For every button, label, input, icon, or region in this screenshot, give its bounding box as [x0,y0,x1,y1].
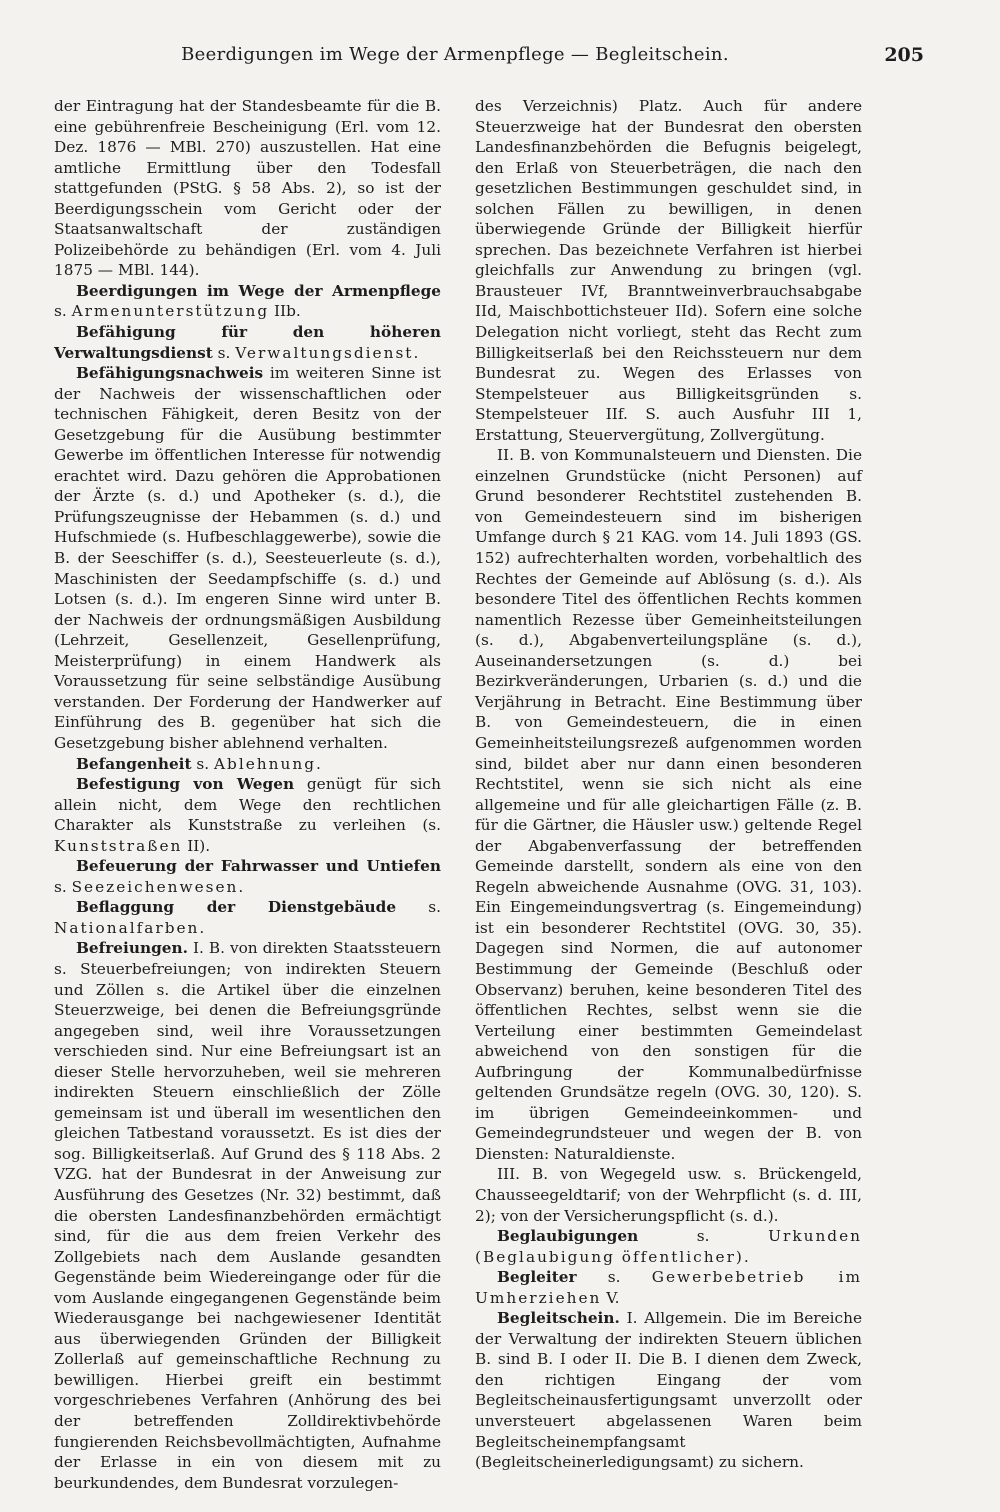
cross-reference: Gewerbebetrieb im Umherziehen [475,1268,862,1307]
continued-paragraph: der Eintragung hat der Standesbeamte für die B. eine gebührenfreie Bescheinigung (Erl. vom 12. Dez. 1876 — MBl. 270) auszustellen. Hat eine amtliche Ermittlung über den Todesfall stattgefunden (PStG. § 58 Abs. 2), so ist der Beerdigungsschein vom Gericht oder der Staatsanwaltschaft der zuständigen Polizeibehörde zu behändigen (Erl. vom 4. Juli 1875 — MBl. 144). [54,97,441,280]
entry-text: I. Allgemein. Die im Bereiche der Verwaltung der indirekten Steuern üblichen B. sind B. I oder II. Die B. I dienen dem Zweck, den richtigen Eingang der vom Begleitscheinausfertigungsamt unverzollt oder unversteuert abgelassenen Waren beim Begleitscheinempfangsamt (Begleitscheinerledigungsamt) zu sichern. [475,1309,862,1472]
entry-befreiungen [54,938,441,1493]
entry-befestigung [54,774,441,856]
continued-paragraph: des Verzeichnis) Platz. Auch für andere Steuerzweige hat der Bundesrat den obersten Landesfinanzbehörden die Befugnis beigelegt, den Erlaß von Steuerbeträgen, die nach den gesetzlichen Bestimmungen geschuldet sind, in solchen Fällen zu bewilligen, in denen überwiegende Gründe der Billigkeit hierfür sprechen. Das bezeichnete Verfahren ist hierbei gleichfalls zur Anwendung zu bringen (vgl. Brausteuer IVf, Branntweinverbrauchsabgabe IId, Maischbottichsteuer IId). Sofern eine solche Delegation nicht vorliegt, steht das Recht zum Billigkeitserlaß bei den Reichssteuern nur dem Bundesrat zu. Wegen des Erlasses von Stempelsteuer aus Billigkeitsgründen s. Stempelsteuer IIf. S. auch Ausfuhr III 1, Erstattung, Steuervergütung, Zollvergütung. [475,97,862,444]
entry-tail: II). [182,836,211,855]
entry-headword: Befähigungsnachweis [76,364,264,383]
left-column [54,96,441,1493]
entry-text: s. [212,343,236,362]
cross-reference: Armenunterstützung [71,302,270,321]
entry-headword: Befestigung von Wegen [76,775,295,794]
entry-tail: . [743,1247,749,1266]
entry-tail: . [413,343,419,362]
entry-befaehigungsnachweis [54,363,441,753]
section-kommunalsteuern: II. B. von Kommunalsteuern und Diensten. Die einzelnen Grundstücke (nicht Personen) auf Grund besonderer Rechtstitel zustehenden B. von Gemeindesteuern sind im bisherigen Umfange durch § 21 KAG. vom 14. Juli 1893 (GS. 152) aufrechterhalten worden, vorbehaltlich des Rechtes der Gemeinde auf Ablösung (s. d.). Als besondere Titel des öffentlichen Rechts kommen namentlich Rezesse über Gemeinheitsteilungen (s. d.), Abgabenverteilungspläne (s. d.), Auseinandersetzungen (s. d.) bei Bezirkveränderungen, Urbarien (s. d.) und die Verjährung in Betracht. Eine Bestimmung über B. von Gemeindesteuern, die in einen Gemeinheitsteilungsrezeß aufgenommen worden sind, bildet aber nur dann einen besonderen Rechtstitel, wenn sie sich nicht als eine allgemeine und für alle gleichartigen Fälle (z. B. für die Gärtner, die Häusler usw.) geltende Regel der Abgabenverfassung der betreffenden Gemeinde darstellt, sondern als eine von den Regeln abweichende Ausnahme (OVG. 31, 103). Ein Eingemeindungsvertrag (s. Eingemeindung) ist ein besonderer Rechtstitel (OVG. 30, 35). Dagegen sind Normen, die auf autonomer Bestimmung der Gemeinde (Beschluß oder Observanz) beruhen, keine besonderen Titel des öffentlichen Rechtes, selbst wenn sie die Verteilung einer bestimmten Gemeindelast abweichend von den sonstigen für die Aufbringung der Kommunalbedürfnisse geltenden Grundsätze regeln (OVG. 30, 120). S. im übrigen Gemeindeeinkommen- und Gemeindegrundsteuer und wegen der B. von Diensten: Naturaldienste. [475,446,862,1163]
entry-text: s. [54,877,72,896]
cross-reference: Nationalfarben [54,918,200,937]
entry-headword: Befangenheit [76,754,192,773]
entry-text: s. [638,1227,769,1246]
entry-befangenheit [54,754,441,775]
entry-headword: Beglaubigungen [497,1227,639,1246]
entry-tail: IIb. [269,302,301,321]
entry-text: im weiteren Sinne ist der Nachweis der wissenschaftlichen oder technischen Fähigkeit, deren Besitz von der Gesetzgebung für die Ausübung bestimmter Gewerbe im öffentlichen Interesse für notwendig erachtet wird. Dazu gehören die Approbationen der Ärzte (s. d.) und Apotheker (s. d.), die Prüfungszeugnisse der Hebammen (s. d.) und Hufschmiede (s. Hufbeschlaggewerbe), sowie die B. der Seeschiffer (s. d.), Seesteuerleute (s. d.), Maschinisten der Seedampfschiffe (s. d.) und Lotsen (s. d.). Im engeren Sinne wird unter B. der Nachweis der ordnungsmäßigen Ausbildung (Lehrzeit, Gesellenzeit, Gesellenprüfung, Meisterprüfung) in einem Handwerk als Voraussetzung für seine selbständige Ausübung verstanden. Der Forderung der Handwerker auf Einführung des B. gegenüber hat sich die Gesetzgebung bisher ablehnend verhalten. [54,364,441,752]
entry-text: s. [396,898,442,917]
entry-text: s. [191,754,214,773]
entry-headword: Beflaggung der Dienstgebäude [76,898,397,917]
entry-text: s. [576,1268,652,1287]
entry-headword: Beerdigungen im Wege der Armenpflege [76,281,441,300]
entry-begleitschein [475,1308,862,1472]
entry-tail: . [238,877,244,896]
entry-headword: Befähigung für den höheren Verwaltungsdienst [54,323,441,362]
entry-tail: . [315,754,321,773]
entry-headword: Begleiter [497,1268,577,1287]
running-header [80,44,924,74]
entry-beflaggung [54,897,441,938]
page-number: 205 [884,44,924,66]
entry-text: I. B. von direkten Staatssteuern s. Steuerbefreiungen; von indirekten Steuern und Zöllen s. die Artikel über die einzelnen Steuerzweige, bei denen die Befreiungsgründe angegeben sind, weil ihre Voraussetzungen verschieden sind. Nur eine Befreiungsart ist an dieser Stelle hervorzuheben, weil sie mehreren indirekten Steuern einschließlich der Zölle gemeinsam ist und überall im wesentlichen den gleichen Tatbestand voraussetzt. Es ist dies der sog. Billigkeitserlaß. Auf Grund des § 118 Abs. 2 VZG. hat der Bundesrat in der Anweisung zur Ausführung des Gesetzes (Nr. 32) bestimmt, daß die obersten Landesfinanzbehörden ermächtigt sind, für die aus dem freien Verkehr des Zollgebiets nach dem Auslande gesandten Gegenstände beim Wiedereingange oder für die vom Auslande eingegangenen Gegenstände beim Wiederausgange bei nachgewiesener Identität aus überwiegenden Gründen der Billigkeit Zollerlaß auf gemeinschaftliche Rechnung zu bewilligen. Hierbei greift ein bestimmt vorgeschriebenes Verfahren (Anhörung des bei der betreffenden Zolldirektivbehörde fungierenden Reichsbevollmächtigten, Aufnahme der Erlasse in ein von diesem mit zu beurkundendes, dem Bundesrat vorzulegen- [54,939,441,1492]
entry-tail: . [199,918,205,937]
cross-reference: Urkunden (Beglaubigung öffentlicher) [475,1227,862,1266]
entry-text: s. [54,302,72,321]
right-column [475,96,862,1473]
entry-headword: Befreiungen. [76,939,188,958]
entry-tail: V. [601,1288,620,1307]
entry-headword: Begleitschein. [497,1309,620,1328]
cross-reference: Ablehnung [214,754,316,773]
entry-headword: Befeuerung der Fahrwasser und Untiefen [76,857,441,876]
entry-begleiter [475,1267,862,1308]
entry-befeuerung [54,856,441,897]
cross-reference: Verwaltungsdienst [235,343,414,362]
cross-reference: Seezeichenwesen [71,877,239,896]
section-wegegeld: III. B. von Wegegeld usw. s. Brückengeld, Chausseegeldtarif; von der Wehrpflicht (s. d. III, 2); von der Versicherungspflicht (s. d.). [475,1165,862,1225]
entry-befaehigung [54,322,441,363]
entry-text: genügt für sich allein nicht, dem Wege den rechtlichen Charakter als Kunststraße zu verleihen (s. [54,775,441,835]
running-title: Beerdigungen im Wege der Armenpflege — Begleitschein. [181,44,729,65]
entry-beglaubigungen [475,1226,862,1267]
entry-beerdigungen [54,281,441,322]
cross-reference: Kunststraßen [54,836,183,855]
